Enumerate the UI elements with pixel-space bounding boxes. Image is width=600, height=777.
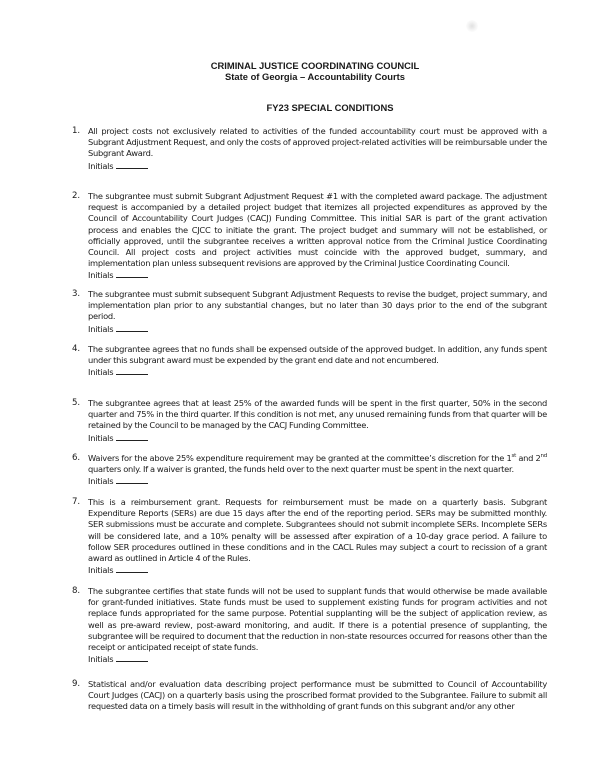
condition-number: 1. xyxy=(72,126,80,136)
condition-number: 9. xyxy=(72,679,80,689)
initials-line xyxy=(88,269,547,281)
condition-body xyxy=(88,191,547,282)
organization-name: CRIMINAL JUSTICE COORDINATING COUNCIL xyxy=(210,60,420,71)
condition-text: The subgrantee agrees that no funds shall be expensed outside of the approved budget. In addition, any funds spent under this subgrant award must be expended by the grant end date and not encumbered. xyxy=(88,344,547,366)
condition-body xyxy=(88,344,547,379)
initials-label: Initials xyxy=(88,323,114,334)
condition-number: 8. xyxy=(72,586,80,596)
condition-text: The subgrantee must submit subsequent Subgrant Adjustment Requests to revise the budget, project summary, and implementation plan prior to any substantial changes, but no later than 30 days prior to the end of the subgrant period. xyxy=(88,289,547,322)
condition-number: 5. xyxy=(72,398,80,408)
document-title xyxy=(0,102,600,113)
initials-line xyxy=(88,432,547,444)
initials-line xyxy=(88,323,547,335)
initials-line xyxy=(88,653,547,665)
initials-field[interactable] xyxy=(116,269,148,278)
condition-text: The subgrantee must submit Subgrant Adjustment Request #1 with the completed award package. The adjustment request is accompanied by a detailed project budget that itemizes all projected expenditures as approved by the Council of Accountability Court Judges (CACJ) Funding Committee. This initial SAR is part of the grant activation process and enables the CJCC to initiate the grant. The project budget and summary will not be established, or officially approved, until the subgrantee receives a written approval notice from the Criminal Justice Coordinating Council. All project costs and project activities must coincide with the approved budget, summary, and implementation plan unless subsequent revisions are approved by the Criminal Justice Coordinating Council. xyxy=(88,191,547,269)
condition-text: The subgrantee agrees that at least 25% of the awarded funds will be spent in the first quarter, 50% in the second quarter and 75% in the third quarter. If this condition is not met, any unused remaining funds from that quarter will be retained by the Council to be managed by the CACJ Funding Committee. xyxy=(88,398,547,431)
condition-body xyxy=(88,586,547,665)
condition-number: 7. xyxy=(72,497,80,507)
condition-text: The subgrantee certifies that state funds will not be used to supplant funds that would otherwise be made available for grant-funded initiatives. State funds must be used to supplement existing funds for program activities and not replace funds appropriated for the same purpose. Potential supplanting will be the subject of application review, as well as pre-award review, post-award monitoring, and audit. If there is a potential presence of supplanting, the subgrantee will be required to document that the reduction in non-state resources occurred for reasons other than the receipt or anticipated receipt of state funds. xyxy=(88,586,547,653)
condition-number: 6. xyxy=(72,453,80,463)
document-header xyxy=(0,60,600,82)
initials-label: Initials xyxy=(88,160,114,171)
condition-number: 4. xyxy=(72,344,80,354)
initials-field[interactable] xyxy=(116,564,148,573)
condition-number: 2. xyxy=(72,191,80,201)
initials-label: Initials xyxy=(88,367,114,378)
condition-body xyxy=(88,497,547,576)
initials-field[interactable] xyxy=(116,366,148,375)
condition-text: All project costs not exclusively related to activities of the funded accountability court must be approved with a Subgrant Adjustment Request, and only the costs of approved project-related activities will be reimbursable under the Subgrant Award. xyxy=(88,126,547,159)
initials-line xyxy=(88,160,547,172)
condition-body xyxy=(88,679,547,713)
condition-body xyxy=(88,453,547,488)
initials-line xyxy=(88,475,547,487)
condition-number: 3. xyxy=(72,289,80,299)
organization-subheading: State of Georgia – Accountability Courts xyxy=(225,71,405,82)
document-title-text: FY23 SPECIAL CONDITIONS xyxy=(266,102,394,113)
condition-body xyxy=(88,126,547,172)
condition-text: Statistical and/or evaluation data describing project performance must be submitted to Council of Accountability Court Judges (CACJ) on a quarterly basis using the proscribed format provided to the Subgrantee. Failure to submit all requested data on a timely basis will result in the withholding of grant funds on this subgrant and/or any other xyxy=(88,679,547,712)
initials-field[interactable] xyxy=(116,653,148,662)
initials-label: Initials xyxy=(88,654,114,665)
condition-body xyxy=(88,398,547,444)
condition-text: Waivers for the above 25% expenditure requirement may be granted at the committee’s discretion for the 1st and 2nd quarters only. If a waiver is granted, the funds held over to the next quarter must be spent in the next quarter. xyxy=(88,453,547,475)
initials-label: Initials xyxy=(88,432,114,443)
initials-field[interactable] xyxy=(116,432,148,441)
initials-label: Initials xyxy=(88,565,114,576)
condition-body xyxy=(88,289,547,335)
scan-smudge xyxy=(466,20,478,32)
initials-field[interactable] xyxy=(116,323,148,332)
initials-line xyxy=(88,564,547,576)
initials-label: Initials xyxy=(88,270,114,281)
initials-field[interactable] xyxy=(116,160,148,169)
initials-field[interactable] xyxy=(116,475,148,484)
initials-label: Initials xyxy=(88,476,114,487)
initials-line xyxy=(88,366,547,378)
condition-text: This is a reimbursement grant. Requests for reimbursement must be made on a quarterly basis. Subgrant Expenditure Reports (SERs) are due 15 days after the end of the reporting period. SERs may be submitted monthly. SER submissions must be accurate and complete. Subgrantees should not submit incomplete SERs. Incomplete SERs will be considered late, and a 10% penalty will be assessed after expiration of a 10-day grace period. A failure to follow SER procedures outlined in these conditions and in the CACL Rules may subject a court to recission of a grant award as outlined in Article 4 of the Rules. xyxy=(88,497,547,564)
